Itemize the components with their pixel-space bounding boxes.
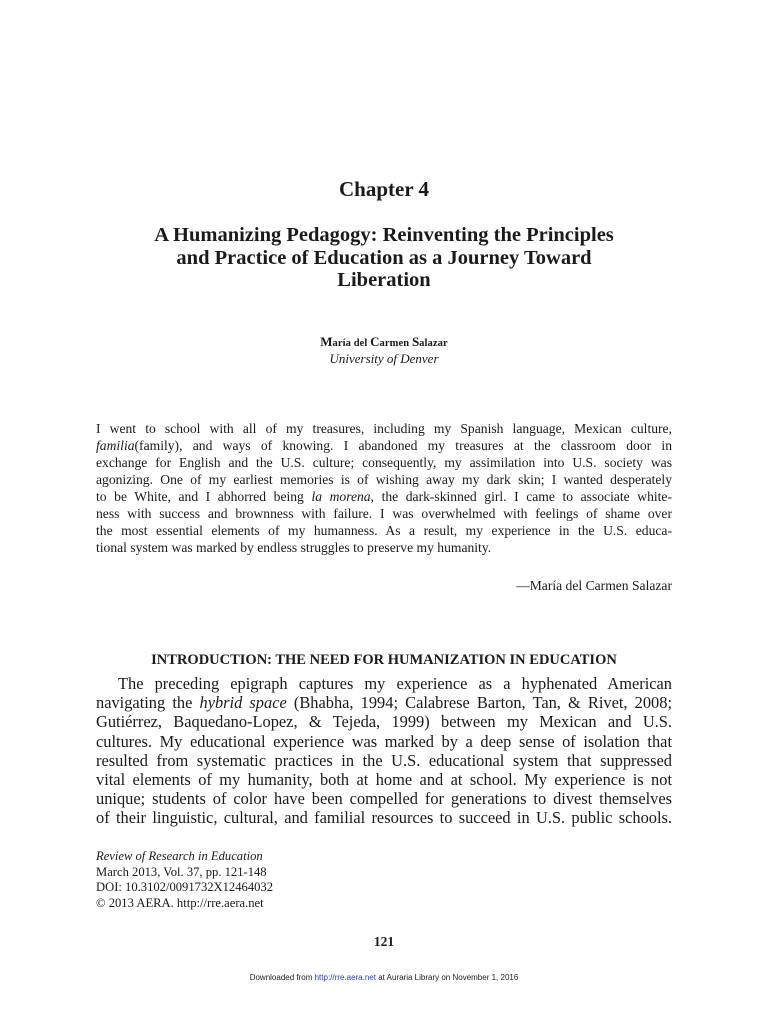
epigraph-line: familia(family), and ways of knowing. I abandoned my treasures at the classroom door in bbox=[96, 438, 672, 453]
download-link[interactable]: http://rre.aera.net bbox=[314, 973, 376, 982]
title-line: A Humanizing Pedagogy: Reinventing the Principles bbox=[154, 224, 614, 246]
chapter-title bbox=[100, 224, 668, 292]
epigraph-line: the most essential elements of my humanness. As a result, my experience in the U.S. educa- bbox=[96, 523, 672, 538]
body-line: Gutiérrez, Baquedano-Lopez, & Tejeda, 1999) between my Mexican and U.S. bbox=[96, 712, 672, 732]
epigraph-line: exchange for English and the U.S. culture; consequently, my assimilation into U.S. society was bbox=[96, 455, 672, 470]
author-affiliation: University of Denver bbox=[329, 351, 439, 366]
body-line: resulted from systematic practices in the U.S. educational system that suppressed bbox=[96, 750, 672, 770]
copyright: © 2013 AERA. http://rre.aera.net bbox=[96, 895, 264, 910]
chapter-label: Chapter 4 bbox=[338, 177, 430, 201]
body-line: vital elements of my humanity, both at home and at school. My experience is not bbox=[96, 770, 672, 790]
body-paragraph bbox=[96, 674, 672, 828]
download-notice: Downloaded from http://rre.aera.net at Auraria Library on November 1, 2016 bbox=[249, 973, 519, 982]
epigraph-line: I went to school with all of my treasures, including my Spanish language, Mexican culture, bbox=[96, 421, 672, 436]
author-name: María del Carmen Salazar bbox=[320, 334, 448, 349]
epigraph-line: agonizing. One of my earliest memories is of wishing away my dark skin; I wanted desperately bbox=[96, 472, 672, 487]
epigraph-signature: —María del Carmen Salazar bbox=[516, 578, 672, 593]
page-number: 121 bbox=[373, 934, 395, 949]
journal-name: Review of Research in Education bbox=[96, 849, 263, 863]
title-line: and Practice of Education as a Journey Toward bbox=[176, 246, 592, 269]
epigraph-line: to be White, and I abhorred being la morena, the dark-skinned girl. I came to associate white- bbox=[96, 489, 672, 504]
section-heading: INTRODUCTION: THE NEED FOR HUMANIZATION IN EDUCATION bbox=[151, 652, 617, 668]
body-line: cultures. My educational experience was marked by a deep sense of isolation that bbox=[96, 731, 672, 751]
epigraph bbox=[96, 420, 672, 556]
body-line: unique; students of color have been compelled for generations to divest themselves bbox=[96, 789, 672, 809]
epigraph-line: tional system was marked by endless struggles to preserve my humanity. bbox=[96, 540, 492, 555]
title-line: Liberation bbox=[337, 269, 431, 291]
journal-issue: March 2013, Vol. 37, pp. 121-148 bbox=[96, 864, 267, 879]
body-line: The preceding epigraph captures my experience as a hyphenated American bbox=[118, 674, 672, 693]
doi: DOI: 10.3102/0091732X12464032 bbox=[96, 880, 274, 894]
body-line: navigating the hybrid space (Bhabha, 1994; Calabrese Barton, Tan, & Rivet, 2008; bbox=[96, 693, 672, 713]
epigraph-line: ness with success and brownness with failure. I was overwhelmed with feelings of shame over bbox=[96, 506, 672, 521]
body-line: of their linguistic, cultural, and familial resources to succeed in U.S. public schools. bbox=[96, 808, 672, 828]
source-citation bbox=[96, 849, 496, 911]
